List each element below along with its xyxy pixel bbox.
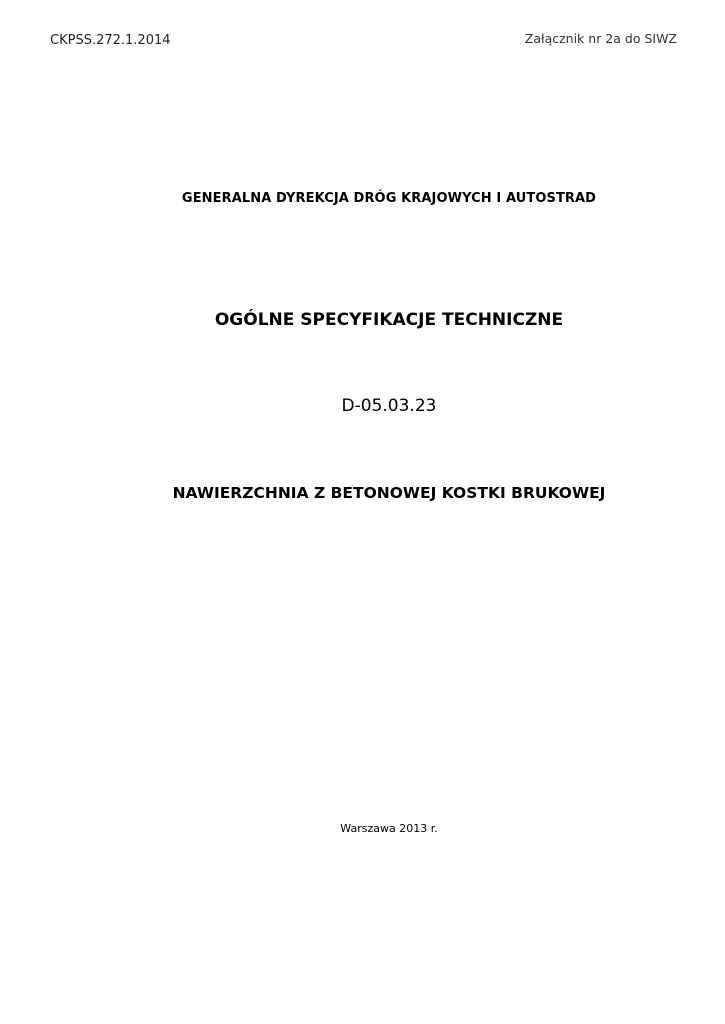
document-title: OGÓLNE SPECYFIKACJE TECHNICZNE (214, 310, 564, 330)
organization-name: GENERALNA DYREKCJA DRÓG KRAJOWYCH I AUTOSTRAD (181, 191, 597, 206)
reference-number: CKPSS.272.1.2014 (50, 33, 171, 48)
attachment-label: Załącznik nr 2a do SIWZ (524, 31, 677, 46)
spec-code: D-05.03.23 (341, 396, 437, 416)
subject-title: NAWIERZCHNIA Z BETONOWEJ KOSTKI BRUKOWEJ (172, 484, 606, 502)
place-and-year: Warszawa 2013 r. (340, 822, 438, 835)
